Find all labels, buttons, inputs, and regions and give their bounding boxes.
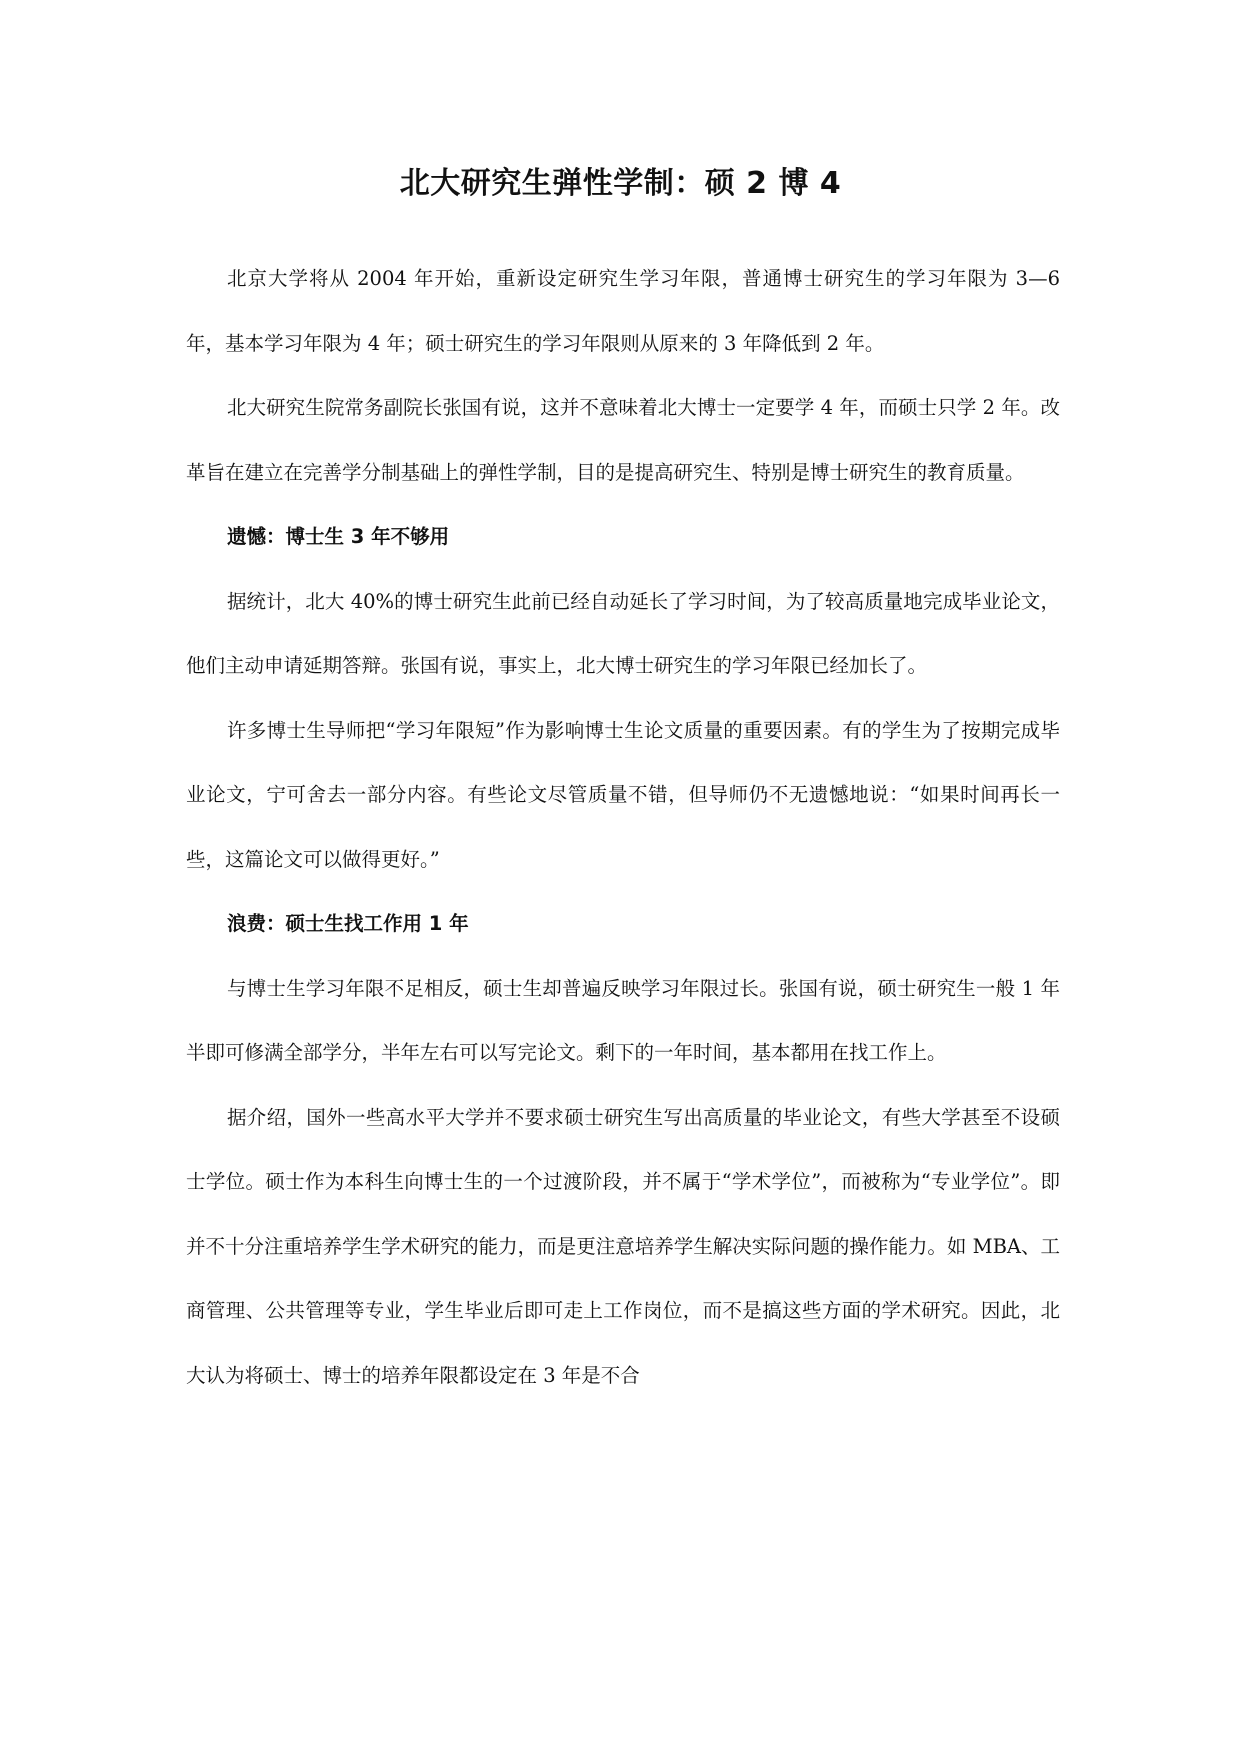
document-title: 北大研究生弹性学制：硕 2 博 4 <box>399 166 842 201</box>
paragraph: 许多博士生导师把“学习年限短”作为影响博士生论文质量的重要因素。有的学生为了按期完成毕业论文，宁可舍去一部分内容。有些论文尽管质量不错，但导师仍不无遗憾地说：“如果时间再长一些，这篇论文可以做得更好。” <box>186 718 1060 871</box>
paragraph: 据介绍，国外一些高水平大学并不要求硕士研究生写出高质量的毕业论文，有些大学甚至不设硕士学位。硕士作为本科生向博士生的一个过渡阶段，并不属于“学术学位”，而被称为“专业学位”。即并不十分注重培养学生学术研究的能力，而是更注意培养学生解决实际问题的操作能力。如 MBA、工商管理、公共管理等专业，学生毕业后即可走上工作岗位，而不是搞这些方面的学术研究。因此，北大认为将硕士、博士的培养年限都设定在 3 年是不合 <box>186 1105 1060 1387</box>
document-body <box>186 247 1060 1408</box>
paragraph: 北京大学将从 2004 年开始，重新设定研究生学习年限，普通博士研究生的学习年限为 3—6 年，基本学习年限为 4 年；硕士研究生的学习年限则从原来的 3 年降低到 2 年。 <box>186 267 1060 355</box>
section-heading: 遗憾：博士生 3 年不够用 <box>226 525 450 548</box>
paragraph: 据统计，北大 40%的博士研究生此前已经自动延长了学习时间，为了较高质量地完成毕业论文，他们主动申请延期答辩。张国有说，事实上，北大博士研究生的学习年限已经加长了。 <box>186 589 1060 677</box>
paragraph: 北大研究生院常务副院长张国有说，这并不意味着北大博士一定要学 4 年，而硕士只学 2 年。改革旨在建立在完善学分制基础上的弹性学制，目的是提高研究生、特别是博士研究生的教育质量。 <box>186 396 1060 484</box>
paragraph: 与博士生学习年限不足相反，硕士生却普遍反映学习年限过长。张国有说，硕士研究生一般 1 年半即可修满全部学分，半年左右可以写完论文。剩下的一年时间，基本都用在找工作上。 <box>186 976 1060 1064</box>
section-heading: 浪费：硕士生找工作用 1 年 <box>226 912 469 935</box>
